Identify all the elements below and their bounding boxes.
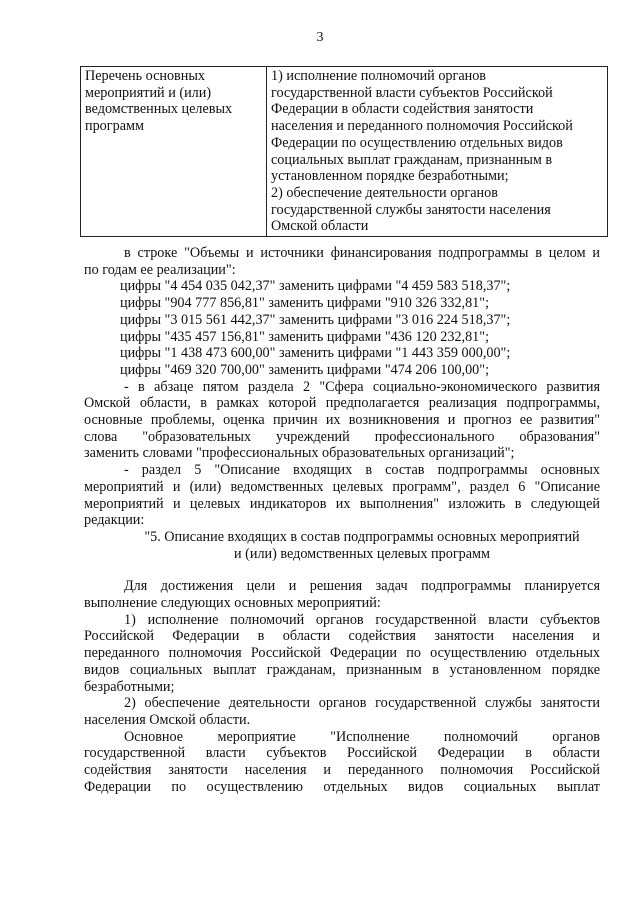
replacement-line: цифры "469 320 700,00" заменить цифрами "474 206 100,00";	[120, 361, 490, 378]
section2-line: заменить словами "профессиональных образовательных организаций";	[84, 445, 515, 462]
table-right-line: Федерации в области содействия занятости	[271, 101, 534, 118]
section2-line: Омской области, в рамках которой предполагается реализация подпрограммы,	[84, 395, 600, 412]
section2-line: основные проблемы, оценка причин их возникновения и прогноз ее развития"	[84, 412, 600, 429]
item1-line: переданного полномочия Российской Федерации по осуществлению отдельных	[84, 645, 600, 662]
table-left-line: мероприятий и (или)	[85, 84, 212, 101]
item1-line: видов социальных выплат гражданам, признанным в установленном порядке	[84, 661, 600, 678]
goals-line: Для достижения цели и решения задач подпрограммы планируется	[124, 578, 600, 595]
table-left-line: программ	[85, 118, 144, 135]
goals-line: выполнение следующих основных мероприятий:	[84, 595, 381, 612]
section5-line: мероприятий и (или) ведомственных целевых программ", раздел 6 "Описание	[84, 478, 600, 495]
table-left-line: Перечень основных	[85, 68, 205, 84]
table-right-line: 1) исполнение полномочий органов	[271, 68, 487, 84]
section5-line: мероприятий и целевых индикаторов их выполнения" изложить в следующей	[84, 495, 600, 512]
table-right-line: населения и переданного полномочия Российской	[271, 118, 573, 135]
section2-line: - в абзаце пятом раздела 2 "Сфера социально-экономического развития	[124, 378, 600, 395]
table-left-line: ведомственных целевых	[85, 101, 233, 118]
item2-line: населения Омской области.	[84, 711, 251, 728]
section-heading: и (или) ведомственных целевых программ	[234, 545, 490, 562]
item1-line: 1) исполнение полномочий органов государственной власти субъектов	[124, 611, 600, 628]
table-right-line: государственной службы занятости населения	[271, 201, 551, 218]
table-right-line: Омской области	[271, 218, 369, 235]
table-left-cell	[81, 67, 267, 237]
section5-line: - раздел 5 "Описание входящих в состав подпрограммы основных	[124, 462, 600, 479]
funding-intro-line: по годам ее реализации":	[84, 261, 236, 278]
table-row	[81, 67, 608, 237]
document-body	[84, 245, 600, 796]
main-activity-line: государственной власти субъектов Российской Федерации в области	[84, 745, 600, 762]
funding-intro-line: в строке "Объемы и источники финансирования подпрограммы в целом и	[124, 245, 600, 261]
program-table	[80, 66, 608, 237]
item1-line: безработными;	[84, 678, 175, 695]
table-right-line: установленном порядке безработными;	[271, 168, 509, 185]
main-activity-line: содействия занятости населения и переданного полномочия Российской	[84, 762, 600, 779]
item2-line: 2) обеспечение деятельности органов государственной службы занятости	[124, 695, 600, 712]
section5-line: редакции:	[84, 512, 145, 529]
table-right-line: Федерации по осуществлению отдельных видов	[271, 134, 563, 151]
section2-line: слова "образовательных учреждений профессионального образования"	[84, 428, 600, 445]
replacement-line: цифры "3 015 561 442,37" заменить цифрами "3 016 224 518,37";	[120, 311, 511, 328]
spacer	[84, 562, 600, 578]
replacement-line: цифры "435 457 156,81" заменить цифрами "436 120 232,81";	[120, 328, 490, 345]
table-right-line: государственной власти субъектов Российской	[271, 84, 553, 101]
replacement-line: цифры "1 438 473 600,00" заменить цифрами "1 443 359 000,00";	[120, 345, 511, 362]
page-number: 3	[316, 30, 324, 45]
section-heading: "5. Описание входящих в состав подпрограммы основных мероприятий	[144, 528, 580, 545]
item1-line: Российской Федерации в области содействия занятости населения и	[84, 628, 600, 645]
table-right-cell	[267, 67, 608, 237]
table-right-line: 2) обеспечение деятельности органов	[271, 184, 498, 201]
replacement-line: цифры "4 454 035 042,37" заменить цифрами "4 459 583 518,37";	[120, 278, 511, 295]
replacement-line: цифры "904 777 856,81" заменить цифрами "910 326 332,81";	[120, 295, 490, 312]
table-right-line: социальных выплат гражданам, признанным в	[271, 151, 553, 168]
main-activity-line: Федерации по осуществлению отдельных видов социальных выплат	[84, 778, 600, 795]
main-activity-line: Основное мероприятие "Исполнение полномочий органов	[124, 728, 600, 745]
